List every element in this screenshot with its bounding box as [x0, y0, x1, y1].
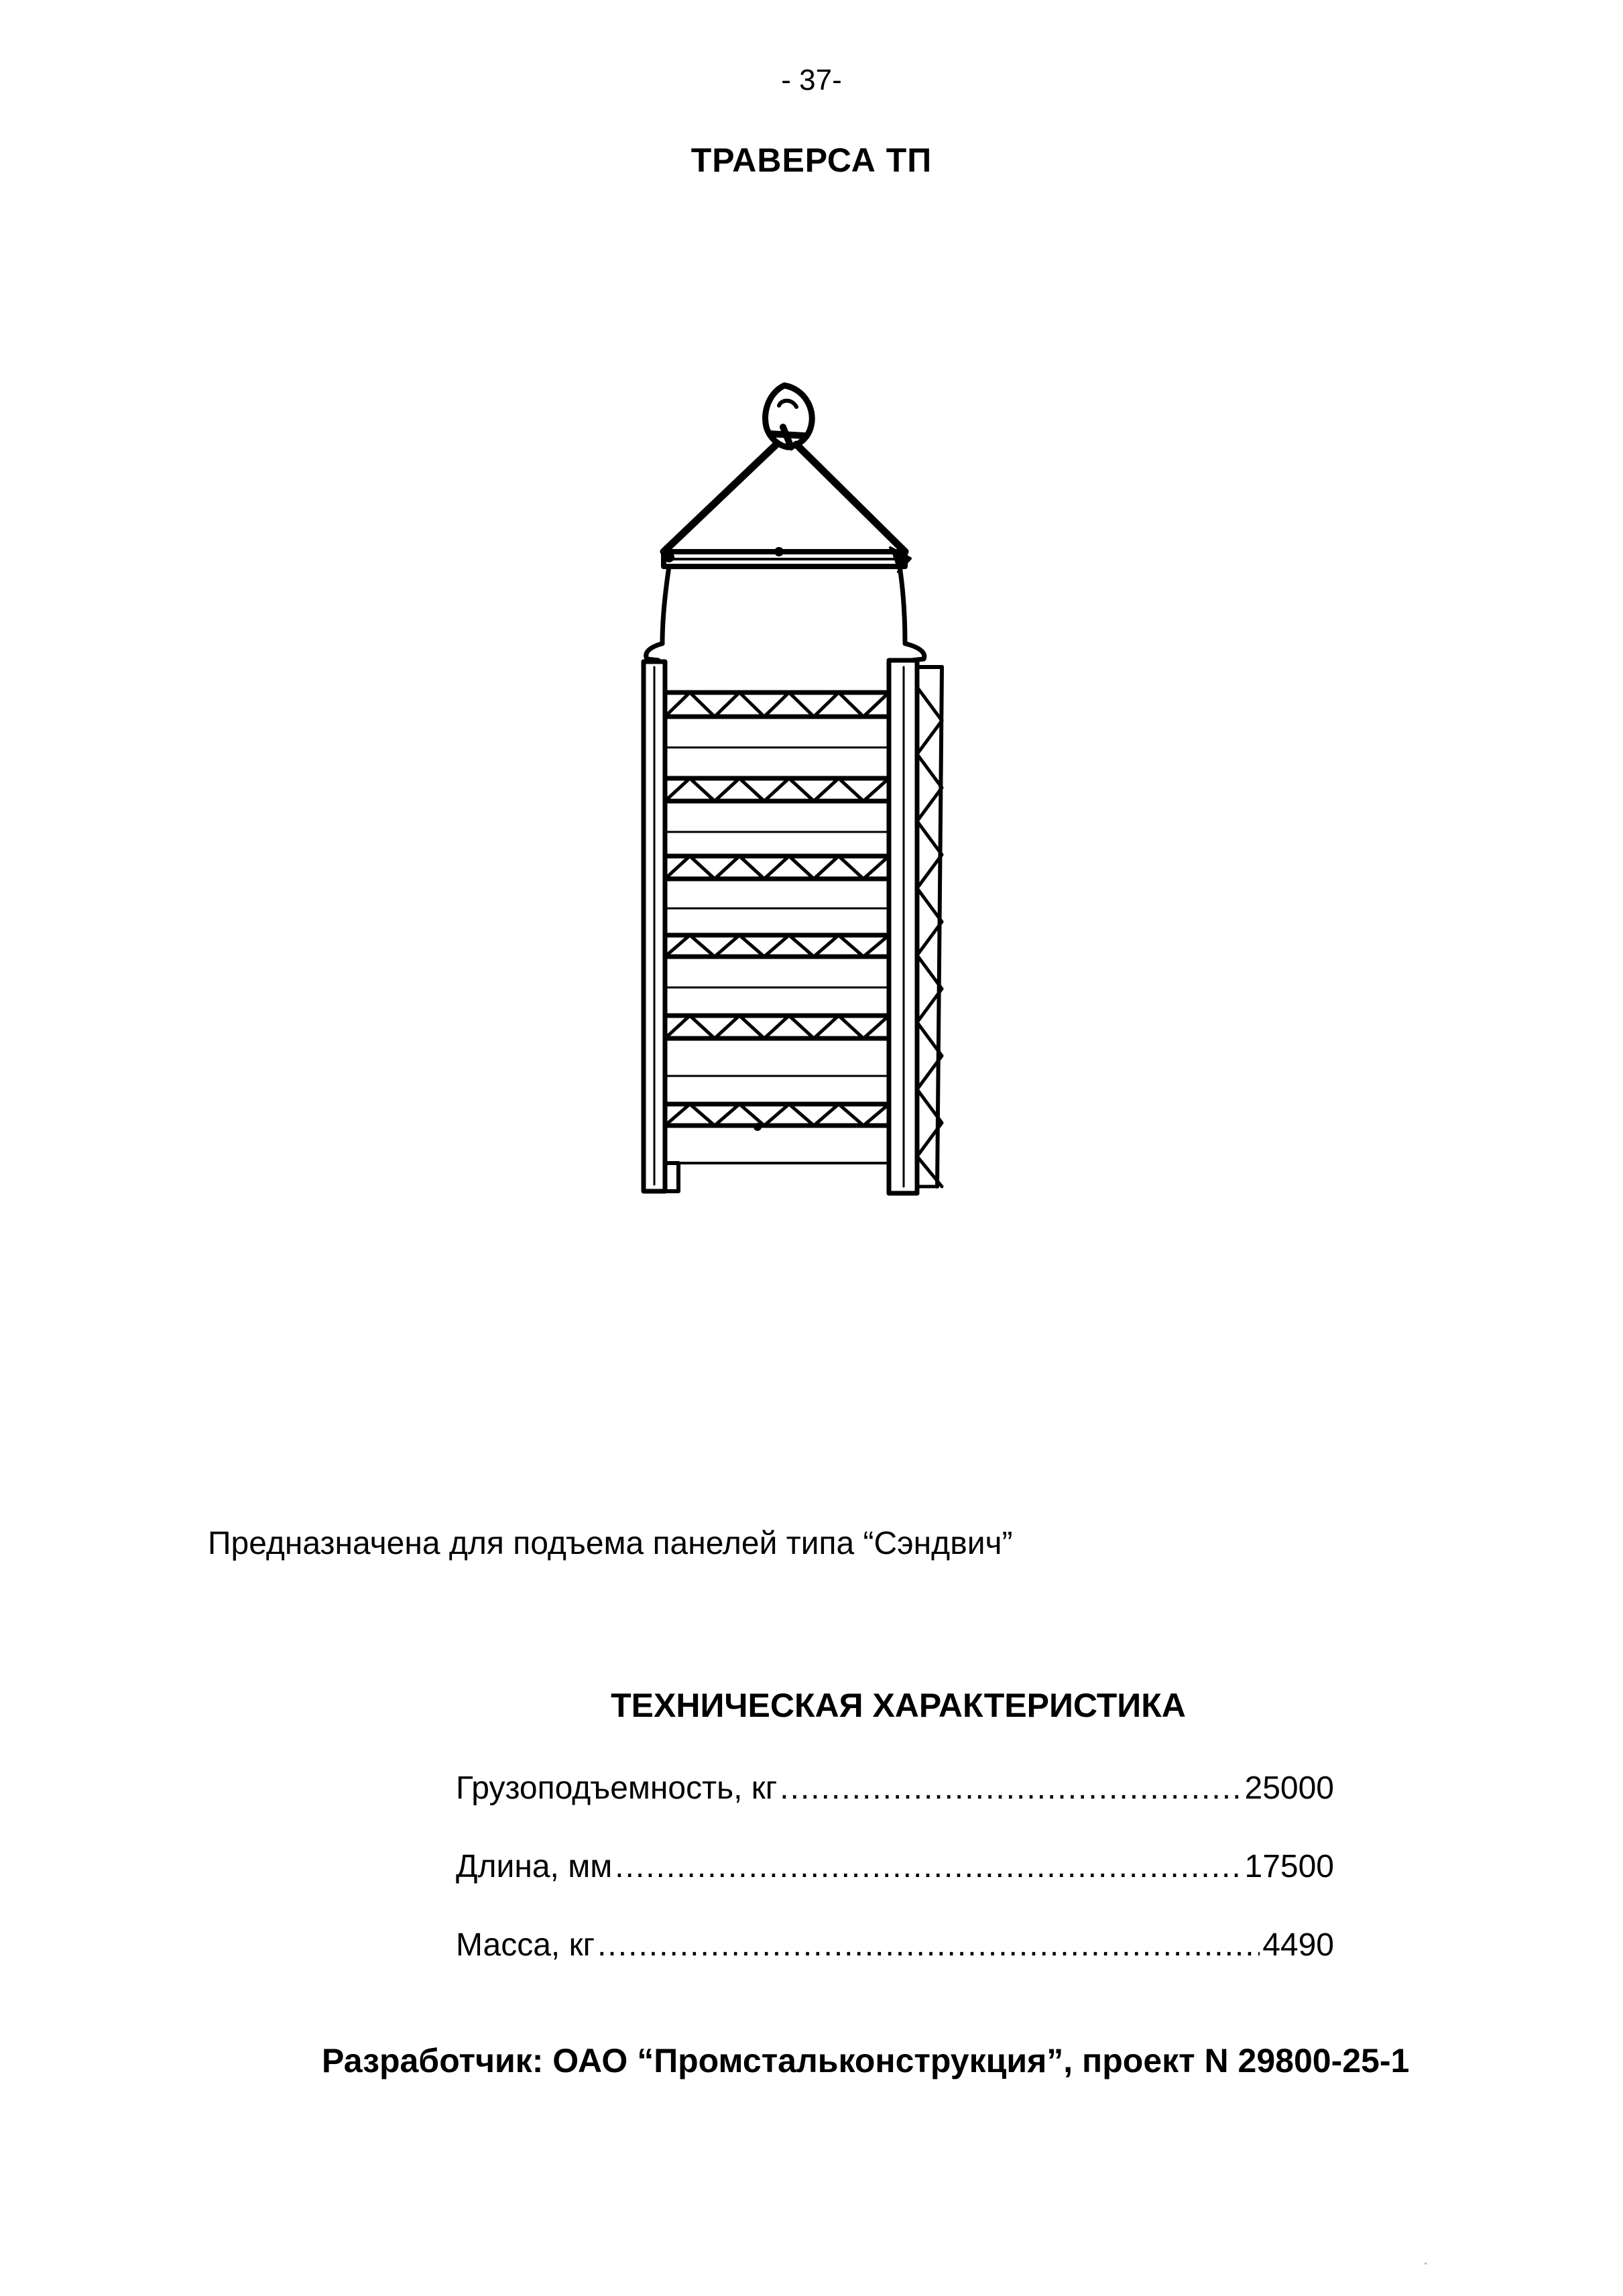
- spec-value: 25000: [1244, 1770, 1334, 1806]
- spec-label: Длина, мм: [456, 1849, 613, 1884]
- spec-row-mass: [456, 1927, 1334, 1963]
- scan-speck: [1425, 2262, 1427, 2264]
- leader-dots: [615, 1848, 1242, 1885]
- developer-line: Разработчик: ОАО “Промстальконструкция”, проект N 29800-25-1: [322, 2042, 1410, 2079]
- leader-dots: [597, 1927, 1260, 1963]
- leader-dots: [780, 1770, 1242, 1807]
- spec-value: 17500: [1244, 1849, 1334, 1884]
- purpose-text: Предназначена для подъема панелей типа “Сэндвич”: [208, 1526, 1013, 1561]
- specs-heading: ТЕХНИЧЕСКАЯ ХАРАКТЕРИСТИКА: [611, 1687, 1186, 1724]
- page-title: ТРАВЕРСА ТП: [690, 141, 933, 179]
- spec-row-capacity: [456, 1770, 1334, 1807]
- spec-label: Масса, кг: [456, 1927, 595, 1963]
- lifting-traverse-tp-icon: [623, 372, 965, 1230]
- page-number: - 37-: [781, 64, 842, 97]
- spec-row-length: [456, 1848, 1334, 1885]
- spec-value: 4490: [1262, 1927, 1334, 1963]
- traverse-drawing: [623, 372, 965, 1230]
- spec-label: Грузоподъемность, кг: [456, 1770, 778, 1806]
